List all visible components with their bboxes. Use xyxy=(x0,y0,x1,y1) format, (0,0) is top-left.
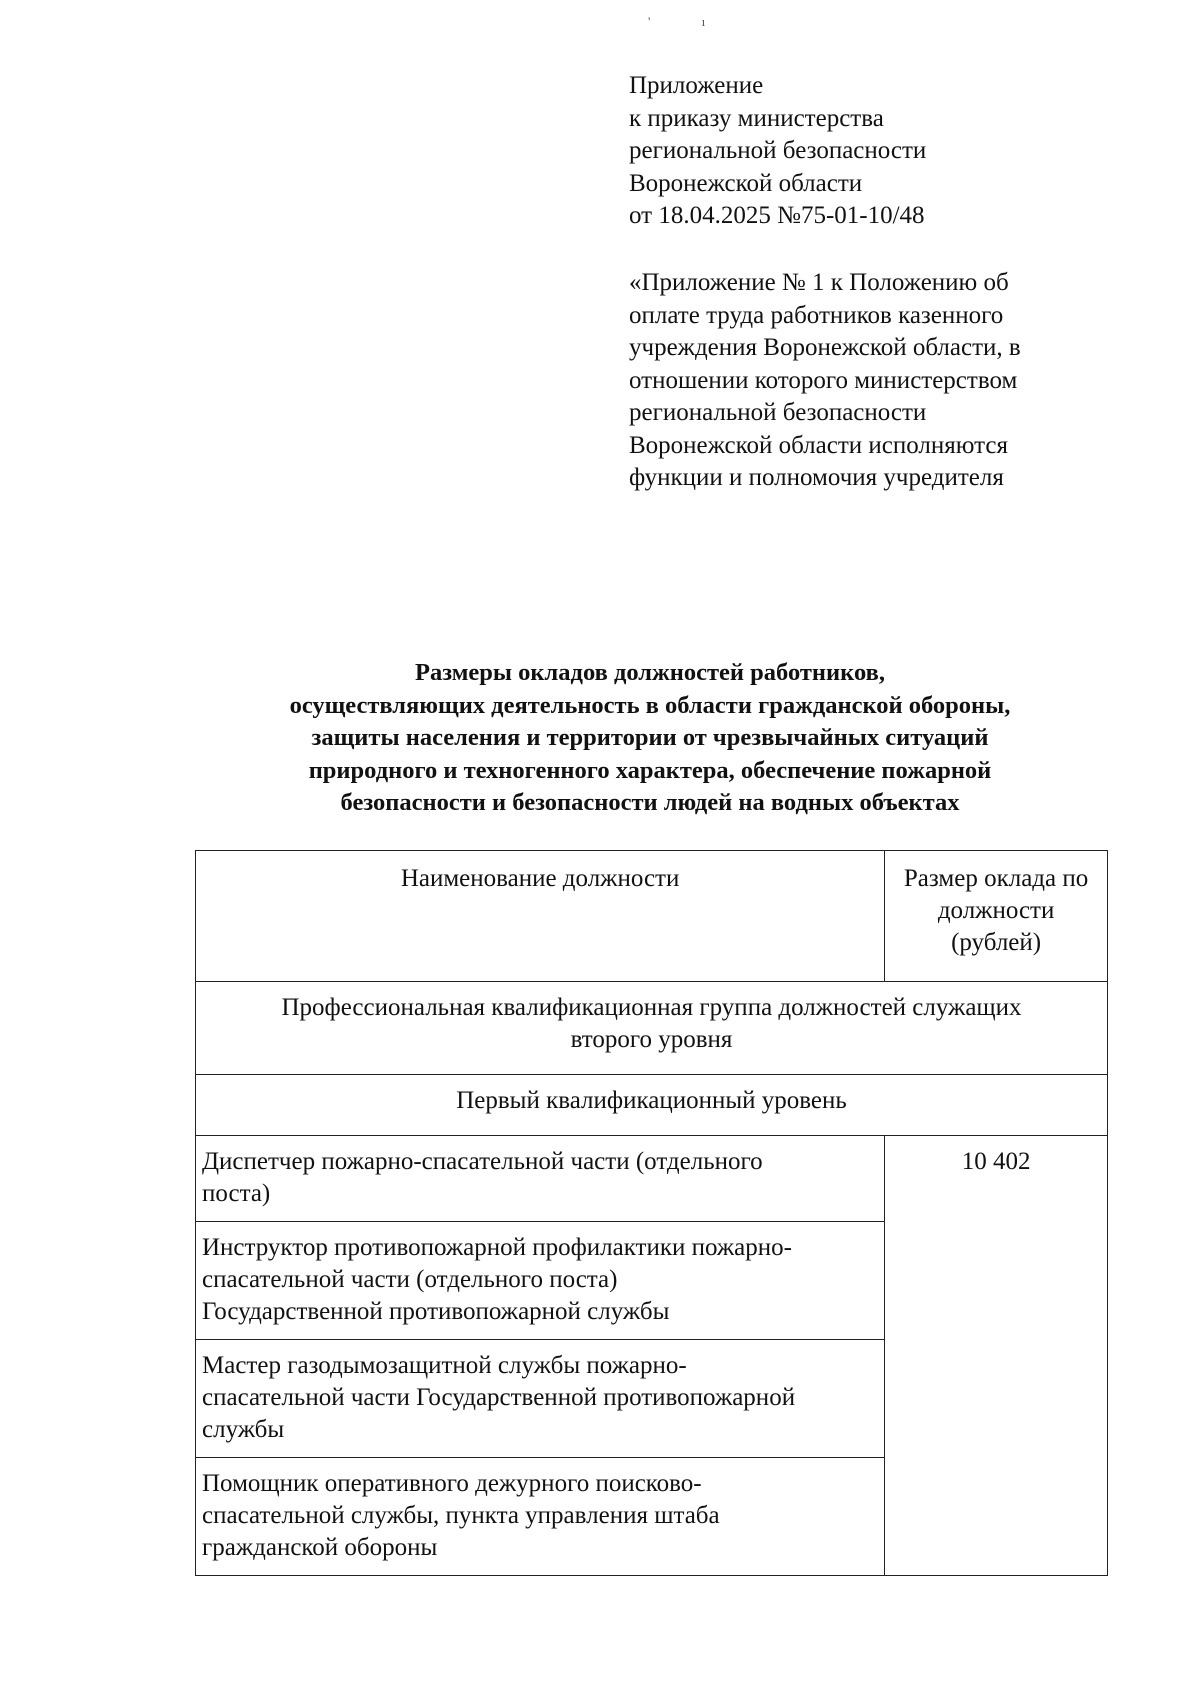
position-name xyxy=(196,1222,885,1340)
header-salary xyxy=(885,851,1108,982)
header-salary-line: (рублей) xyxy=(951,929,1042,956)
top-scan-mark: ' ı xyxy=(648,14,730,29)
position-name xyxy=(196,1136,885,1222)
salary-table xyxy=(195,850,1108,1576)
document-title xyxy=(180,657,1120,820)
annex-line: Воронежской области xyxy=(629,169,863,197)
level-row xyxy=(196,1075,1108,1136)
position-line: спасательной части Государственной противопожарной xyxy=(202,1384,796,1411)
salary-value: 10 402 xyxy=(885,1136,1108,1576)
annex-line: к приказу министерства xyxy=(629,104,884,132)
header-salary-line: Размер оклада по xyxy=(903,865,1089,892)
header-salary-line: должности xyxy=(937,897,1055,924)
position-name xyxy=(196,1340,885,1458)
reference-line: учреждения Воронежской области, в xyxy=(629,334,1021,361)
position-line: службы xyxy=(202,1416,285,1443)
reference-line: отношении которого министерством xyxy=(629,366,1018,394)
reference-line: функции и полномочия учредителя xyxy=(629,464,1004,491)
position-line: спасательной службы, пункта управления штаба xyxy=(202,1502,720,1529)
reference-line: оплате труда работников казенного xyxy=(629,301,1004,329)
title-line: защиты населения и территории от чрезвычайных ситуаций xyxy=(311,724,989,751)
position-line: Государственной противопожарной службы xyxy=(202,1298,670,1325)
reference-line: региональной безопасности xyxy=(629,399,927,426)
table-row xyxy=(196,1136,1108,1222)
qualification-level: Первый квалификационный уровень xyxy=(196,1075,1108,1136)
position-name xyxy=(196,1458,885,1576)
position-line: спасательной части (отдельного поста) xyxy=(202,1266,618,1293)
qualification-group xyxy=(196,982,1108,1075)
position-line: гражданской обороны xyxy=(202,1534,438,1561)
table-header-row xyxy=(196,851,1108,982)
position-line: поста) xyxy=(202,1180,271,1207)
annex-line: Приложение xyxy=(629,72,764,99)
annex-header xyxy=(629,70,1109,233)
annex-line: региональной безопасности xyxy=(629,137,927,164)
header-position-name: Наименование должности xyxy=(196,851,885,982)
position-line: Мастер газодымозащитной службы пожарно- xyxy=(202,1352,687,1379)
group-line: Профессиональная квалификационная группа должностей служащих xyxy=(281,994,1022,1021)
annex-reference xyxy=(629,267,1109,495)
reference-line: Воронежской области исполняются xyxy=(629,431,1008,459)
position-line: Инструктор противопожарной профилактики пожарно- xyxy=(202,1234,792,1261)
annex-order-date: от 18.04.2025 №75-01-10/48 xyxy=(629,202,925,229)
title-line: природного и техногенного характера, обеспечение пожарной xyxy=(308,756,992,784)
group-row xyxy=(196,982,1108,1075)
reference-line: «Приложение № 1 к Положению об xyxy=(629,269,1009,296)
title-line: безопасности и безопасности людей на водных объектах xyxy=(340,789,960,816)
group-line: второго уровня xyxy=(570,1026,733,1053)
position-line: Помощник оперативного дежурного поисково- xyxy=(202,1470,702,1497)
position-line: Диспетчер пожарно-спасательной части (отдельного xyxy=(202,1148,763,1175)
title-line: осуществляющих деятельность в области гражданской обороны, xyxy=(289,691,1011,719)
title-line: Размеры окладов должностей работников, xyxy=(415,659,885,686)
